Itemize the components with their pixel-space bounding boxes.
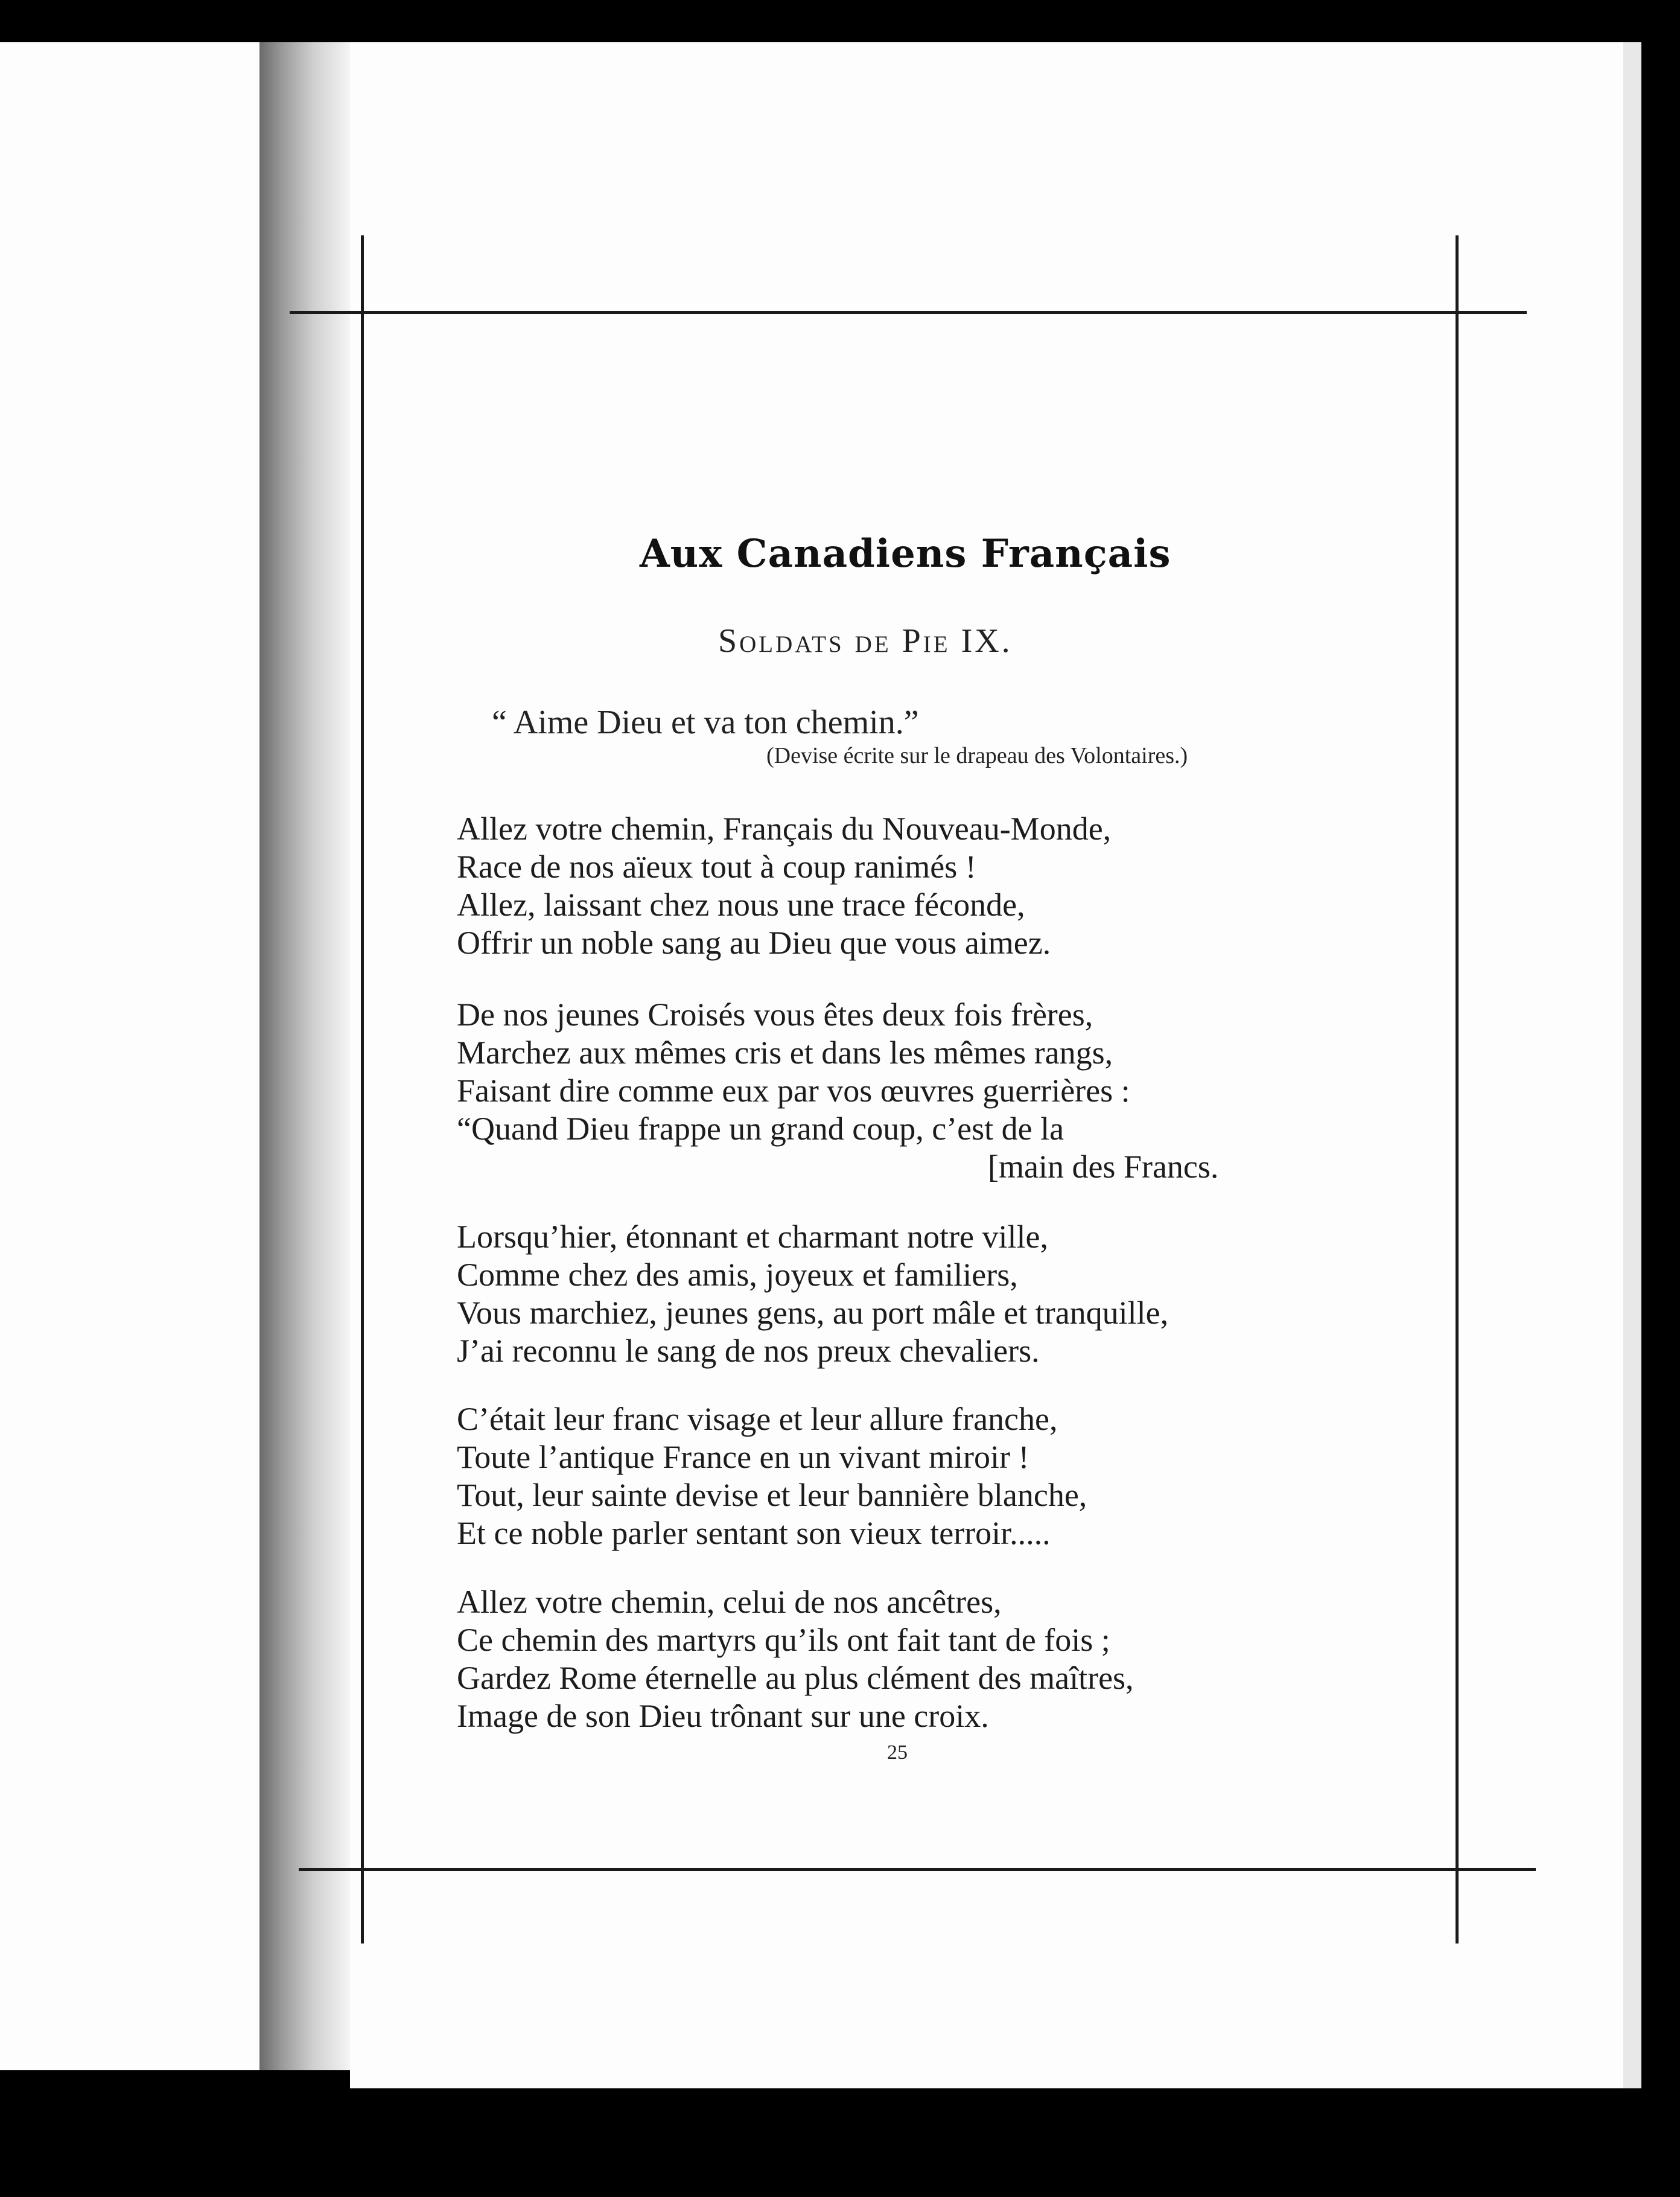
- frame-right-rule: [1456, 235, 1459, 1944]
- verse-line: Comme chez des amis, joyeux et familiers,: [457, 1257, 1018, 1293]
- verse-line: Offrir un noble sang au Dieu que vous aimez.: [457, 925, 1051, 961]
- frame-top-rule: [290, 311, 1527, 314]
- verse-line: “Quand Dieu frappe un grand coup, c’est de la: [457, 1111, 1064, 1147]
- verse-line: Tout, leur sainte devise et leur bannière blanche,: [457, 1477, 1087, 1513]
- verse-line: Ce chemin des martyrs qu’ils ont fait tant de fois ;: [457, 1622, 1110, 1658]
- verse-line: C’était leur franc visage et leur allure franche,: [457, 1401, 1058, 1437]
- page-edge: [1623, 42, 1641, 2088]
- verse-line: Marchez aux mêmes cris et dans les mêmes rangs,: [457, 1035, 1113, 1071]
- verse-line: Lorsqu’hier, étonnant et charmant notre ville,: [457, 1219, 1048, 1255]
- verse-line-continuation: [main des Francs.: [988, 1149, 1219, 1185]
- stanza-3: [457, 1218, 1398, 1370]
- verse-line: Vous marchiez, jeunes gens, au port mâle et tranquille,: [457, 1295, 1169, 1331]
- poem-subtitle: Soldats de Pie IX.: [718, 622, 1013, 660]
- verse-line: Et ce noble parler sentant son vieux terroir.....: [457, 1515, 1051, 1551]
- verse-line: Image de son Dieu trônant sur une croix.: [457, 1698, 989, 1734]
- page-number: 25: [887, 1741, 908, 1764]
- verse-line: J’ai reconnu le sang de nos preux chevaliers.: [457, 1333, 1040, 1369]
- stanza-2: [457, 996, 1398, 1186]
- stanza-1: [457, 810, 1398, 962]
- verse-line: Faisant dire comme eux par vos œuvres guerrières :: [457, 1073, 1130, 1109]
- verse-line: Gardez Rome éternelle au plus clément des maîtres,: [457, 1660, 1134, 1696]
- stanza-4: [457, 1400, 1398, 1552]
- verse-line: Race de nos aïeux tout à coup ranimés !: [457, 849, 976, 885]
- verse-line: De nos jeunes Croisés vous êtes deux fois frères,: [457, 996, 1093, 1033]
- book-gutter-shadow: [259, 42, 350, 2070]
- frame-bottom-rule: [299, 1868, 1536, 1871]
- verse-line: Allez votre chemin, Français du Nouveau-Monde,: [457, 811, 1112, 847]
- frame-left-rule: [361, 235, 364, 1944]
- stanza-5: [457, 1583, 1398, 1735]
- facing-page-edge: [0, 42, 259, 2070]
- poem-motto: “ Aime Dieu et va ton chemin.”: [492, 704, 919, 741]
- verse-line: Allez votre chemin, celui de nos ancêtres,: [457, 1584, 1002, 1620]
- poem-title: Aux Canadiens Français: [640, 531, 1171, 576]
- verse-line: Toute l’antique France en un vivant miroir !: [457, 1439, 1029, 1475]
- verse-line: Allez, laissant chez nous une trace féconde,: [457, 887, 1025, 923]
- motto-source: (Devise écrite sur le drapeau des Volontaires.): [766, 743, 1188, 768]
